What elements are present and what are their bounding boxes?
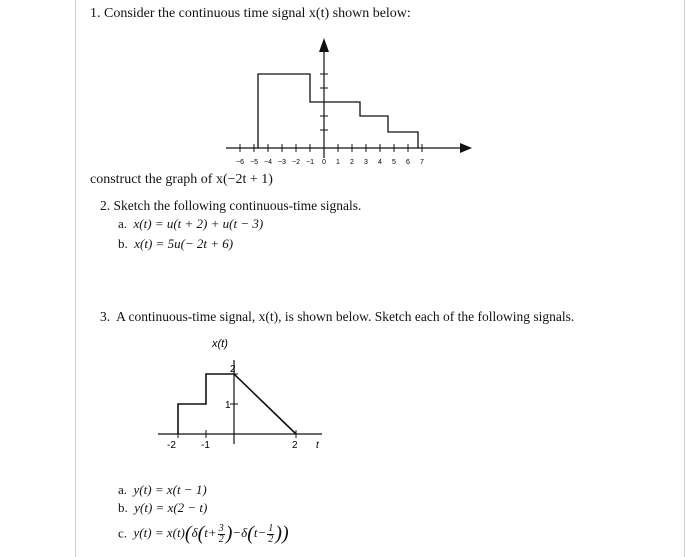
item-label: a. [118, 216, 128, 231]
item-label: a. [118, 482, 128, 497]
item-expression: y(t) = x(2 − t) [134, 500, 208, 515]
fraction-numerator: 1 [268, 523, 274, 534]
p1-tick-label: 5 [392, 159, 396, 166]
expr-minus: − [257, 525, 267, 541]
p3-y-label-1: 1 [225, 400, 231, 411]
problem-1-construct: construct the graph of x(−2t + 1) [90, 172, 273, 187]
item-label: b. [118, 500, 128, 515]
p1-tick-label: −5 [250, 159, 258, 166]
problem-1-number: 1. [90, 6, 101, 21]
p1-tick-label: −4 [264, 159, 272, 166]
fraction-denominator: 2 [268, 534, 274, 545]
p1-tick-label: −1 [306, 159, 314, 166]
item-label: c. [118, 525, 128, 541]
p1-tick-label: −6 [236, 159, 244, 166]
fraction-three-halves [218, 524, 225, 545]
problem-3-text: A continuous-time signal, x(t), is shown below. Sketch each of the following signals. [116, 309, 575, 324]
p1-tick-label: −2 [292, 159, 300, 166]
p3-graph-title: x(t) [212, 338, 228, 350]
item-label: b. [118, 236, 128, 251]
p1-tick-label: 3 [364, 159, 368, 166]
p3-x-label-2: 2 [292, 440, 298, 451]
p3-x-label-neg2: -2 [167, 440, 176, 451]
fraction-numerator: 3 [218, 523, 224, 534]
item-expression: x(t) = 5u(− 2t + 6) [134, 236, 234, 251]
p3-axis-t-label: t [316, 440, 319, 451]
problem-3-item-b [118, 500, 207, 516]
expr-var: t [204, 525, 208, 541]
problem-3-item-a [118, 482, 207, 498]
item-expression: y(t) = x(t)(δ(t+ $\frac{3}{2}$ )−δ(t− $\frac{1}{2}$ )) [133, 523, 289, 545]
problem-3-number: 3. [100, 309, 111, 324]
p1-tick-label: 2 [350, 159, 354, 166]
problem-1-text: Consider the continuous time signal x(t) shown below: [104, 6, 411, 21]
delta-symbol: δ [241, 525, 248, 541]
problem-2-text: Sketch the following continuous-time signals. [113, 198, 362, 213]
p1-tick-label: 6 [406, 159, 410, 166]
p1-tick-label: 0 [322, 159, 326, 166]
problem-2-number: 2. [100, 198, 111, 213]
p1-tick-label: −3 [278, 159, 286, 166]
expr-plus: + [207, 525, 217, 541]
delta-symbol: δ [191, 525, 198, 541]
item-expression: y(t) = x(t − 1) [133, 482, 207, 497]
expr-minus: − [232, 525, 242, 541]
fraction-denominator: 2 [218, 534, 224, 545]
expr-prefix: y(t) = x(t) [133, 525, 185, 541]
expr-var: t [253, 525, 258, 541]
p3-x-label-neg1: -1 [201, 440, 210, 451]
fraction-one-half [267, 524, 274, 545]
p1-tick-label: 1 [336, 159, 340, 166]
p1-tick-label: 7 [420, 159, 424, 166]
item-expression: x(t) = u(t + 2) + u(t − 3) [133, 216, 264, 231]
p1-tick-label: 4 [378, 159, 382, 166]
p3-y-label-2: 2 [230, 364, 236, 375]
problem-3-item-c [118, 523, 289, 546]
